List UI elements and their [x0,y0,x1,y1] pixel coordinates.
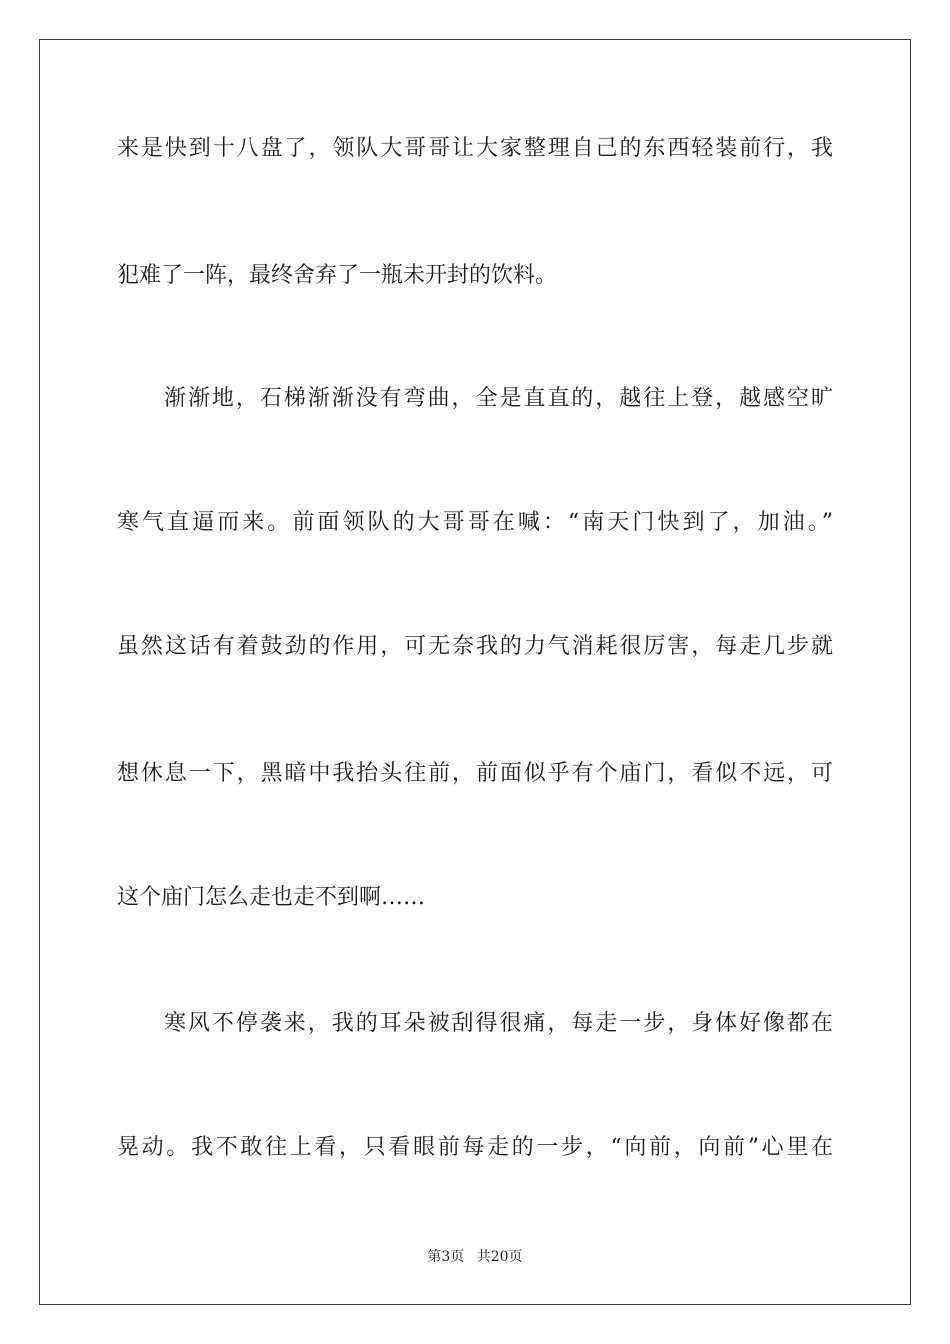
text-line-2: 犯难了一阵，最终舍弃了一瓶未开封的饮料。 [117,263,558,288]
page-border [39,39,911,1305]
text-line-3: 渐渐地，石梯渐渐没有弯曲，全是直直的，越往上登，越感空旷 [164,386,833,411]
text-line-7: 这个庙门怎么走也走不到啊…… [117,885,426,910]
text-line-8: 寒风不停袭来，我的耳朵被刮得很痛，每走一步，身体好像都在 [164,1011,833,1036]
page-total: 共20页 [476,1249,523,1265]
page-footer [0,1246,950,1266]
page-number: 第3页 [427,1249,465,1265]
text-line-1: 来是快到十八盘了，领队大哥哥让大家整理自己的东西轻装前行，我 [117,136,833,161]
text-line-4: 寒气直逼而来。前面领队的大哥哥在喊：“南天门快到了，加油。” [117,510,833,535]
text-line-5: 虽然这话有着鼓劲的作用，可无奈我的力气消耗很厉害，每走几步就 [117,634,833,659]
text-line-9: 晃动。我不敢往上看，只看眼前每走的一步，“向前，向前”心里在 [117,1135,833,1160]
text-line-6: 想休息一下，黑暗中我抬头往前，前面似乎有个庙门，看似不远，可 [117,761,833,786]
